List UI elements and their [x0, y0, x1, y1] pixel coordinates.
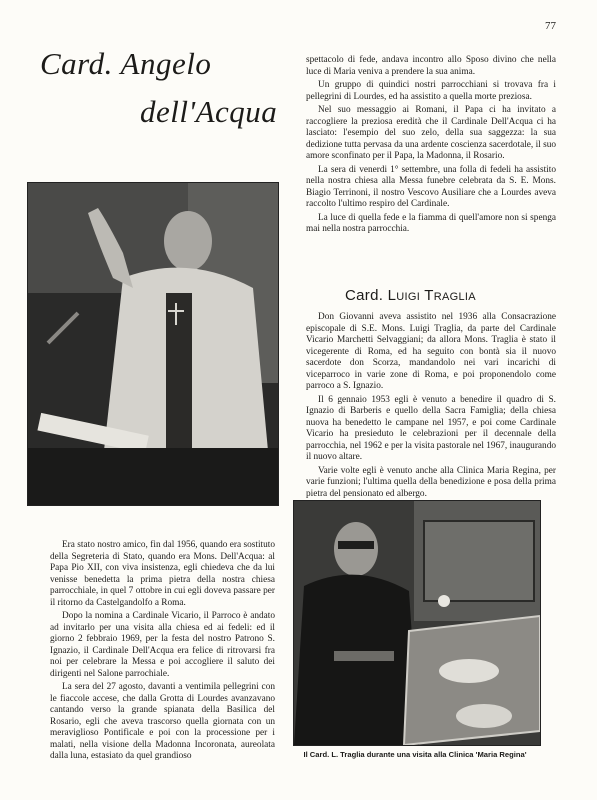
photo-cardinal-traglia	[293, 500, 541, 746]
paragraph: Il 6 gennaio 1953 egli è venuto a benedire il quadro di S. Ignazio di Barberis e quello della Sacra Famiglia; della chiesa nuova ha benedetto le campane nel 1957, e poi come Cardinale Vicario ha presieduto le celebrazioni per il decennale della parrocchia, nel 1962 e per la visita pastorale nel 1967, inaugurando il nuovo altare.	[306, 394, 556, 462]
traglia-text	[306, 312, 556, 502]
paragraph: Nel suo messaggio ai Romani, il Papa ci ha invitato a raccogliere la preziosa eredità che il Cardinale Dell'Acqua ci ha lasciato: l'esempio del suo zelo, della sua saggezza: la sua dedizione tutta pervasa da una ardente coscienza sacerdotale, il suo amore sconfinato per il Papa, la Madonna, il Rosario.	[306, 105, 556, 161]
photo-cardinal-dellacqua	[27, 182, 279, 506]
photo-2-illustration	[294, 501, 540, 745]
paragraph: La sera del 27 agosto, davanti a ventimila pellegrini con le fiaccole accese, che dalla Grotta di Lourdes avanzavano cantando verso la grande spianata della Basilica del Rosario, egli che aveva trascorso quella giornata con un meraviglioso Pontificale e poi con la processione per i malati, nella visione della Madonna Incoronata, aureolata dalla luna, estasiato da quel grandioso	[50, 682, 275, 761]
paragraph: Un gruppo di quindici nostri parrocchiani si trovava fra i pellegrini di Lourdes, ed ha assistito a quella morte preziosa.	[306, 80, 556, 102]
page-number: 77	[545, 20, 556, 32]
dellacqua-text-left	[50, 540, 275, 765]
article-title-dellacqua	[40, 40, 290, 136]
photo-1-illustration	[28, 183, 278, 505]
title-line-1: Card. Angelo	[40, 46, 212, 81]
photo-caption: Il Card. L. Traglia durante una visita alla Clinica 'Maria Regina'	[303, 750, 527, 759]
dellacqua-text-right	[306, 55, 556, 238]
heading-prefix: Card.	[345, 287, 384, 304]
article-title-traglia	[345, 287, 476, 304]
title-line-2: dell'Acqua	[140, 94, 278, 129]
paragraph: Era stato nostro amico, fin dal 1956, quando era sostituto della Segreteria di Stato, quando era Mons. Dell'Acqua: al Papa Pio XII, con viva insistenza, egli chiedeva che da lui venisse benedetta la prima pietra della nostra chiesa parrocchiale, in quel 7 ottobre in cui egli doveva passare per il ritorno da Castelgandolfo a Roma.	[50, 540, 275, 608]
paragraph: Varie volte egli è venuto anche alla Clinica Maria Regina, per varie funzioni; l'ultima quella della benedizione e posa della prima pietra del pensionato ed albergo.	[306, 465, 556, 499]
paragraph: Don Giovanni aveva assistito nel 1936 alla Consacrazione episcopale di S.E. Mons. Luigi Traglia, da parte del Cardinale Vicario Marchetti Selvaggiani; da allora Mons. Traglia è stato il vicegerente di Roma, ed ha seguito con bontà sia il nuovo sacerdote don Scorza, mandandolo nei vari incarichi di viceparroco in varie zone di Roma, e poi proponendolo come parroco a S. Ignazio.	[306, 312, 556, 391]
paragraph: La sera di venerdi 1° settembre, una folla di fedeli ha assistito nella nostra chiesa alla Messa funebre celebrata da S. E. Mons. Biagio Terrinoni, il nostro Vescovo Ausiliare che a Lourdes aveva raccolto l'ultimo respiro del Cardinale.	[306, 164, 556, 209]
paragraph: spettacolo di fede, andava incontro allo Sposo divino che nella luce di Maria veniva a prendere la sua anima.	[306, 55, 556, 77]
heading-name: Luigi Traglia	[387, 287, 476, 304]
paragraph: Dopo la nomina a Cardinale Vicario, il Parroco è andato ad invitarlo per una visita alla chiesa ed ai fedeli: ed il giorno 2 febbraio 1969, per la festa del nostro Patrono S. Ignazio, il Cardinale Dell'Acqua era felice di ritrovarsi fra noi per celebrare la Messa e poi accogliere il saluto dei dirigenti nel Salone parrochiale.	[50, 611, 275, 679]
paragraph: La luce di quella fede e la fiamma di quell'amore non si spenga mai nella nostra parrocchia.	[306, 212, 556, 234]
